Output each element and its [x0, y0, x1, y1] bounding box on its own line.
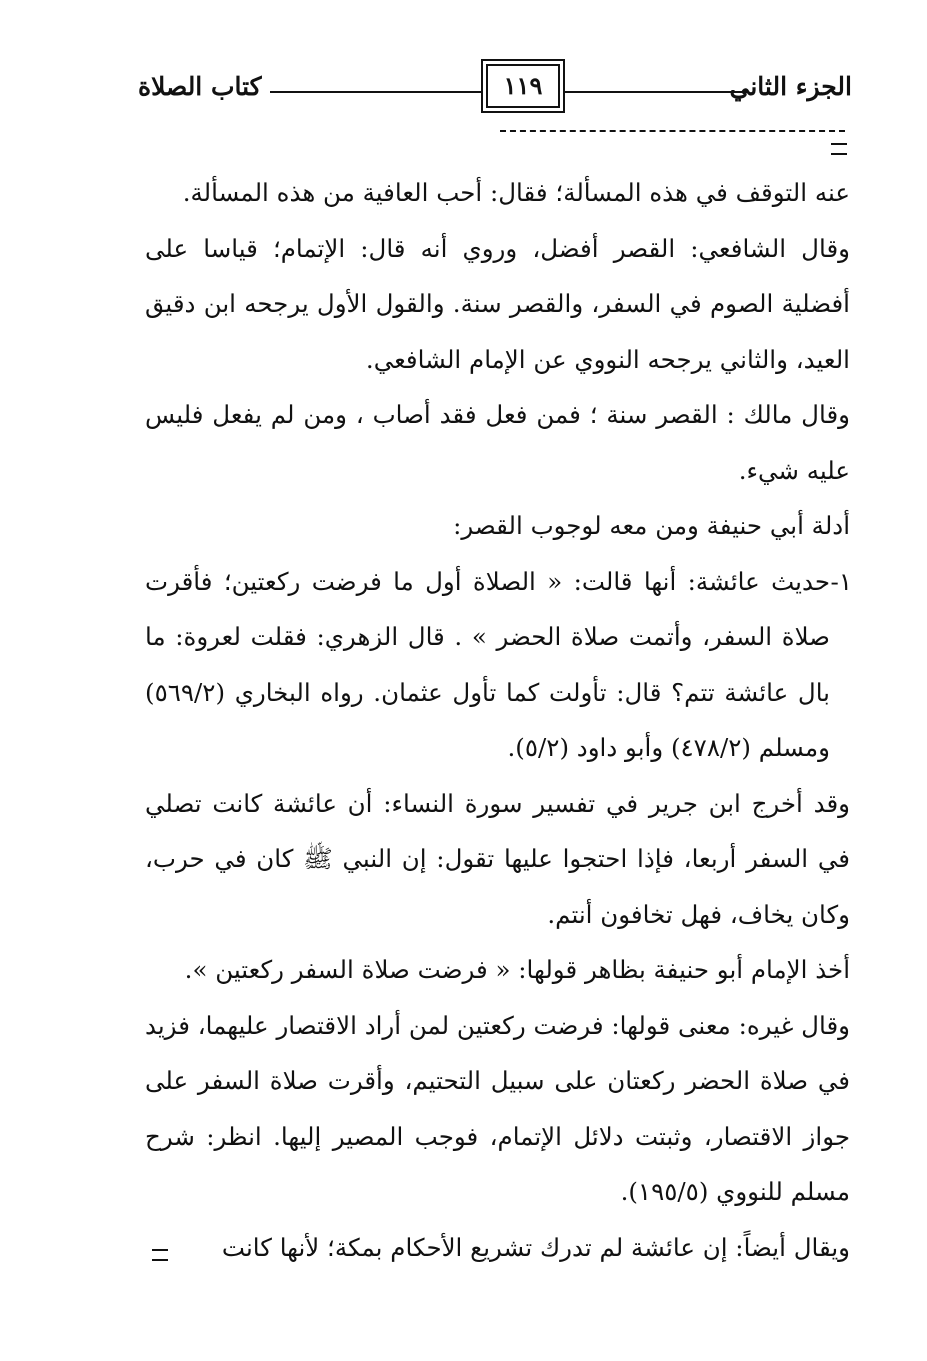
paragraph: ويقال أيضاً: إن عائشة لم تدرك تشريع الأحكام بمكة؛ لأنها كانت [221, 1232, 850, 1262]
paragraph: وقال غيره: معنى قولها: فرضت ركعتين لمن أراد الاقتصار عليهما، فزيد في صلاة الحضر ركعتان على سبيل التحتيم، وأقرت صلاة السفر على جواز الاقتصار، وثبتت دلائل الإتمام، فوجب المصير إليها. انظر: شرح مسلم للنووي (١٩٥/٥). [145, 1010, 850, 1206]
list-item-text: حديث عائشة: أنها قالت: « الصلاة أول ما فرضت ركعتين؛ فأقرت صلاة السفر، وأتمت صلاة الحضر » . قال الزهري: فقلت لعروة: ما بال عائشة تتم؟ قال: تأولت كما تأول عثمان. رواه البخاري (٥٦٩/٢) ومسلم (٤٧٨/٢) وأبو داود (٥/٢). [145, 566, 830, 762]
list-number: ١- [830, 566, 852, 596]
page-body [145, 165, 850, 1275]
chapter-title: كتاب الصلاة [138, 72, 262, 101]
header-dashed-rule [500, 130, 845, 132]
page-header [138, 64, 852, 114]
volume-title: الجزء الثاني [729, 72, 852, 101]
paragraph: وقال الشافعي: القصر أفضل، وروي أنه قال: الإتمام؛ قياسا على أفضلية الصوم في السفر، والقصر سنة. والقول الأول يرجحه ابن دقيق العيد، والثاني يرجحه النووي عن الإمام الشافعي. [145, 233, 850, 374]
continuation-mark-top [831, 143, 847, 155]
paragraph: وقد أخرج ابن جرير في تفسير سورة النساء: أن عائشة كانت تصلي في السفر أربعا، فإذا احتجوا عليها تقول: إن النبي ﷺ كان في حرب، وكان يخاف، فهل تخافون أنتم. [145, 788, 850, 929]
list-item [145, 554, 850, 776]
header-rule-right [558, 91, 748, 93]
paragraph: وقال مالك : القصر سنة ؛ فمن فعل فقد أصاب ، ومن لم يفعل فليس عليه شيء. [145, 400, 850, 485]
continuation-mark-bottom [152, 1249, 168, 1261]
section-heading: أدلة أبي حنيفة ومن معه لوجوب القصر: [453, 511, 850, 540]
page-number: ١١٩ [486, 64, 560, 108]
paragraph: أخذ الإمام أبو حنيفة بظاهر قولها: « فرضت صلاة السفر ركعتين ». [184, 955, 850, 984]
paragraph: عنه التوقف في هذه المسألة؛ فقال: أحب العافية من هذه المسألة. [182, 178, 850, 207]
